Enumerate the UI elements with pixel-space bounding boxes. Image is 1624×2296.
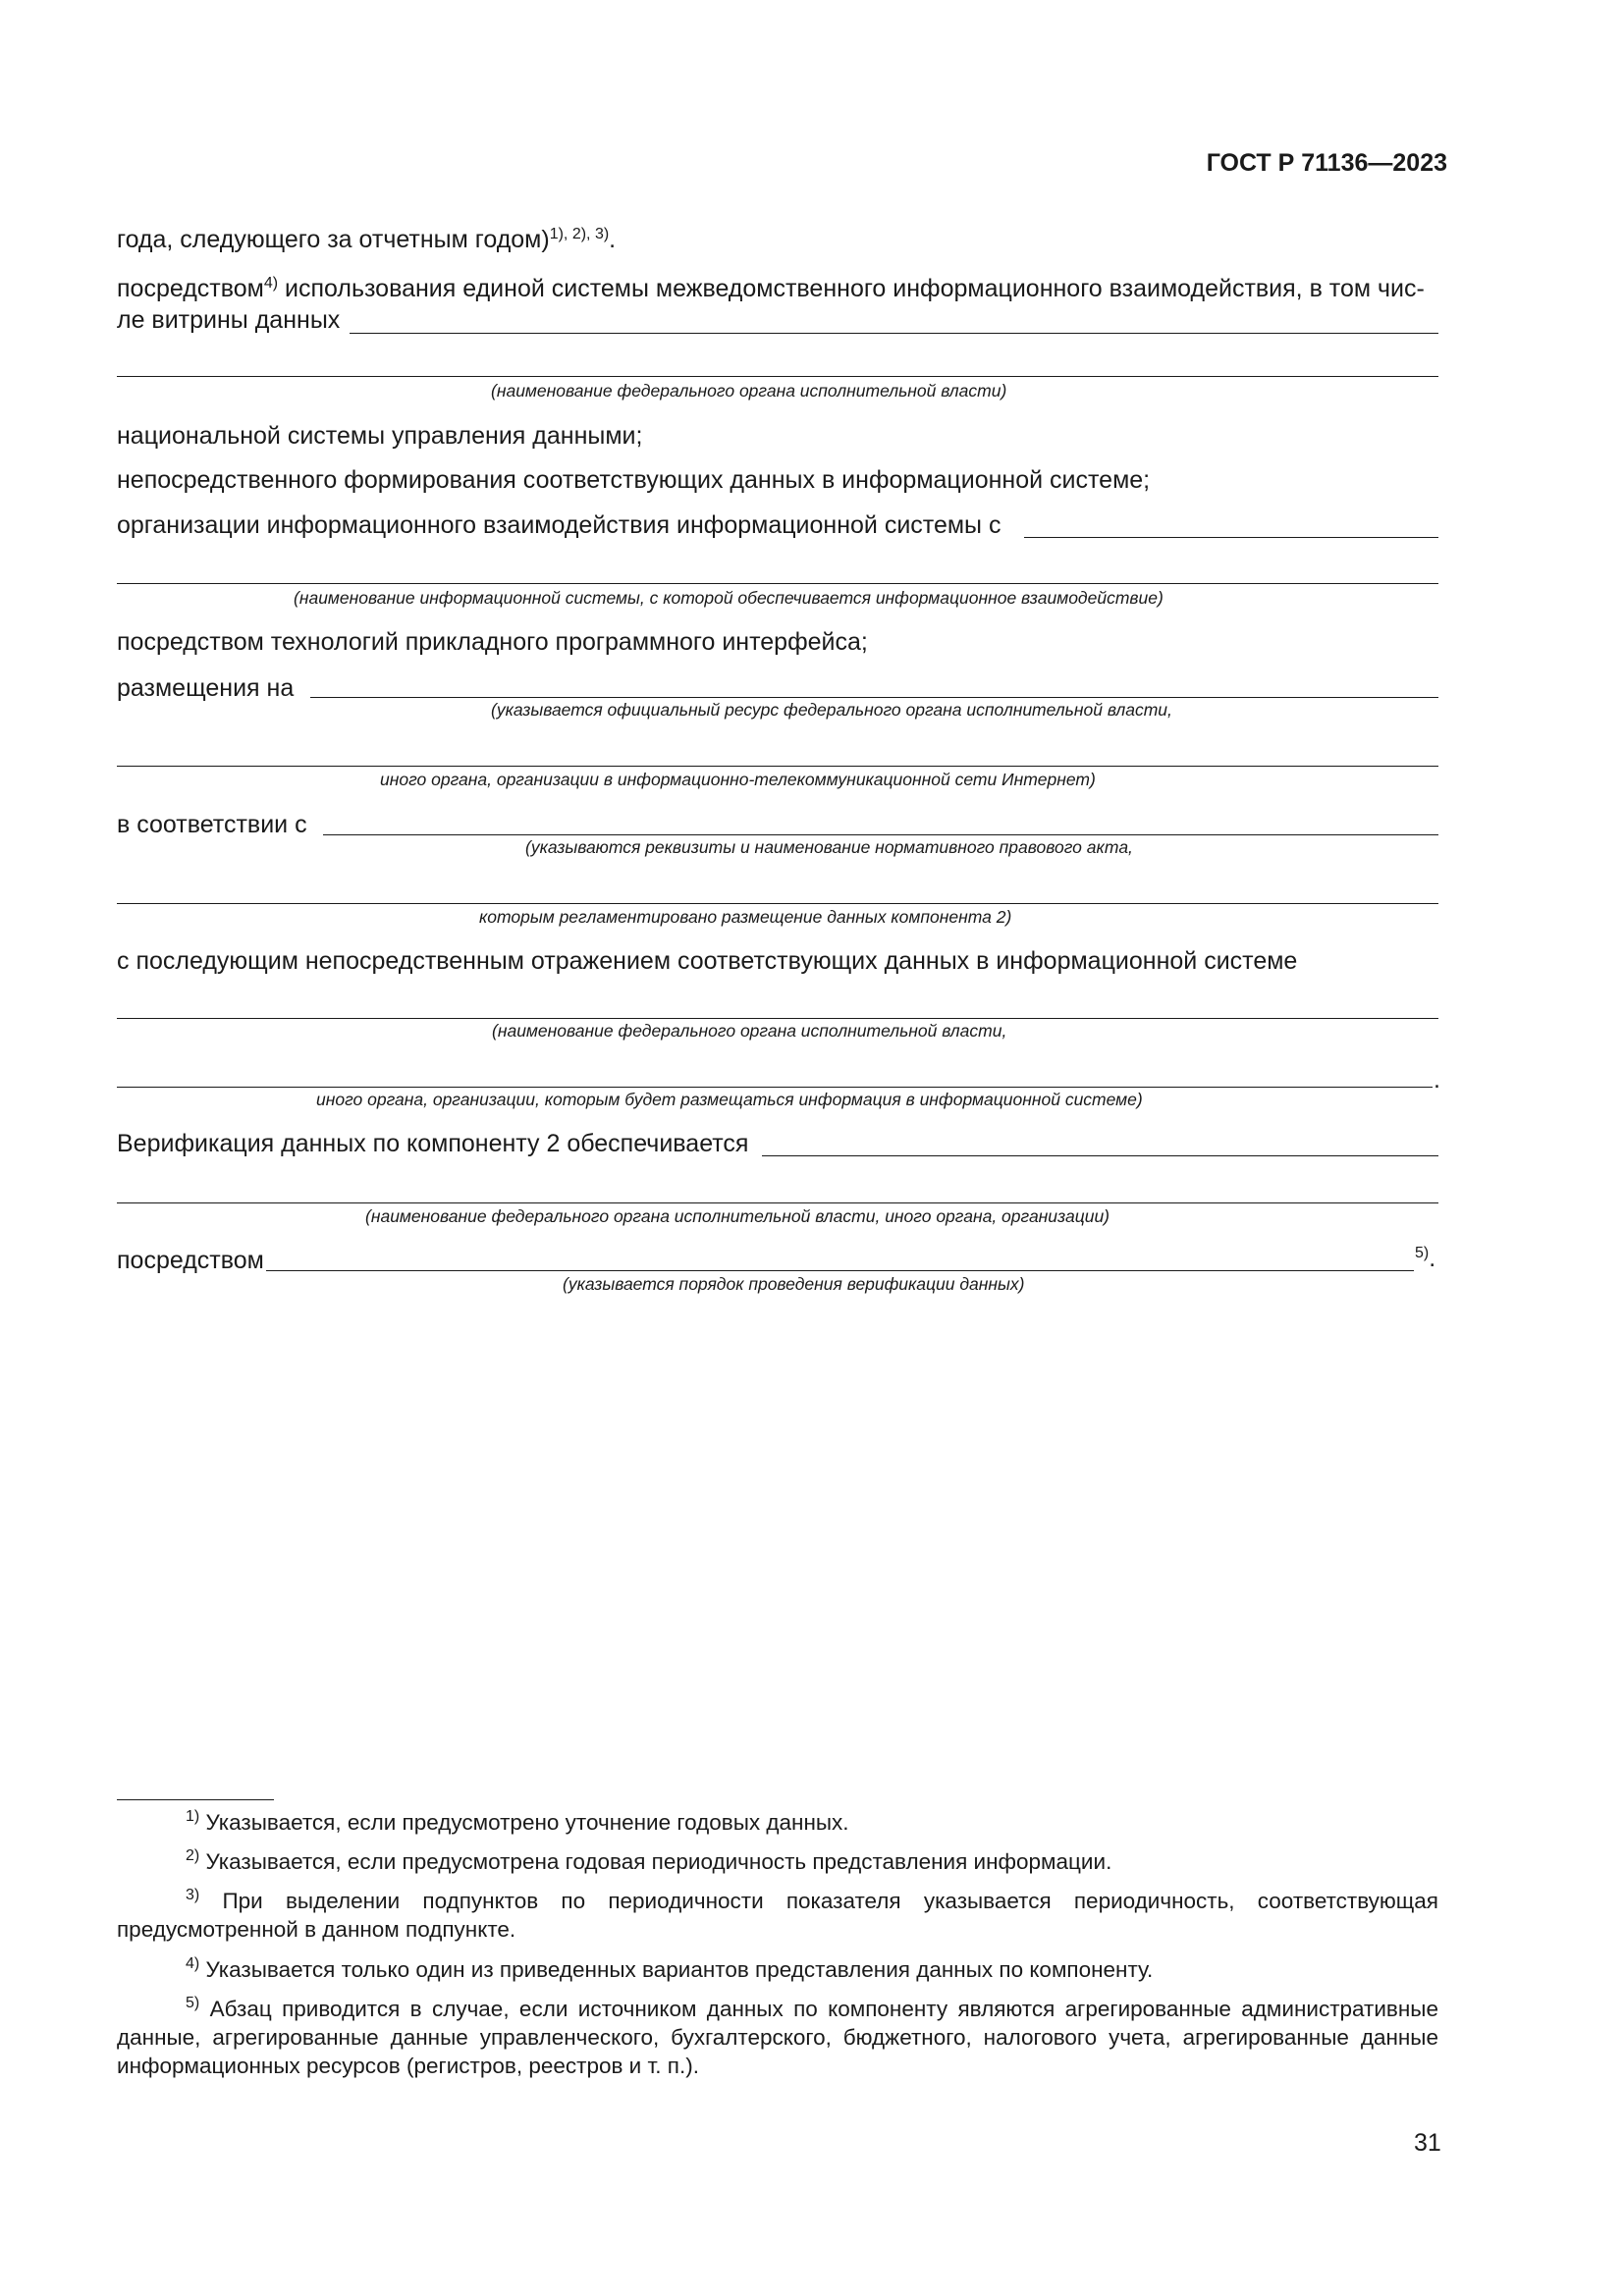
footnote-3: [117, 1887, 1438, 1944]
fill-line[interactable]: [117, 376, 1438, 377]
caption: иного органа, организации, которым будет размещаться информация в информационной системе): [316, 1090, 1143, 1109]
fill-line[interactable]: [1024, 537, 1438, 538]
fill-line[interactable]: [117, 766, 1438, 767]
text-line: с последующим непосредственным отражением соответствующих данных в информационной системе: [117, 947, 1298, 975]
text-line: организации информационного взаимодействия информационной системы с: [117, 511, 1001, 539]
caption: (наименование информационной системы, с которой обеспечивается информационное взаимодействие): [294, 588, 1164, 608]
fill-line[interactable]: [310, 697, 1438, 698]
footnote-2: [117, 1847, 1438, 1876]
footnote-mark: 3): [186, 1887, 200, 1903]
document-code: ГОСТ Р 71136—2023: [1206, 149, 1447, 177]
footnote-text: Указывается только один из приведенных вариантов представления данных по компоненту.: [205, 1957, 1154, 1982]
caption: (указывается порядок проведения верификации данных): [563, 1274, 1025, 1294]
fill-line[interactable]: [117, 1202, 1438, 1203]
fill-line[interactable]: [762, 1155, 1438, 1156]
text: года, следующего за отчетным годом): [117, 226, 550, 253]
footnote-mark: 1): [186, 1808, 200, 1825]
text-line-year: [117, 225, 616, 254]
text-line: Верификация данных по компоненту 2 обеспечивается: [117, 1130, 749, 1157]
caption: которым регламентировано размещение данных компонента 2): [479, 907, 1012, 927]
text-line: непосредственного формирования соответствующих данных в информационной системе;: [117, 466, 1151, 494]
fill-line[interactable]: [350, 333, 1438, 334]
footnote-ref-end: [1415, 1244, 1435, 1273]
text: использования единой системы межведомственного информационного взаимодействия, в том чис-: [278, 275, 1425, 302]
caption: (указывается официальный ресурс федерального органа исполнительной власти,: [491, 700, 1172, 720]
text-line: посредством: [117, 1247, 264, 1274]
fill-line[interactable]: [117, 903, 1438, 904]
footnote-mark: 2): [186, 1847, 200, 1864]
caption: (наименование федерального органа исполнительной власти, иного органа, организации): [365, 1206, 1110, 1226]
caption: иного органа, организации в информационно-телекоммуникационной сети Интернет): [380, 770, 1096, 789]
text-line: национальной системы управления данными;: [117, 422, 643, 450]
footnote-separator: [117, 1799, 274, 1800]
footnote-4: [117, 1955, 1438, 1984]
footnote-ref: 1), 2), 3): [549, 226, 610, 242]
punctuation: .: [609, 226, 617, 253]
punctuation: .: [1434, 1066, 1440, 1094]
fill-line[interactable]: [266, 1270, 1414, 1271]
footnote-text: Указывается, если предусмотрено уточнение годовых данных.: [205, 1810, 849, 1835]
text-line-smev: [117, 274, 1425, 303]
footnote-mark: 5): [186, 1995, 200, 2011]
footnote-ref: 5): [1415, 1245, 1430, 1261]
text-line: размещения на: [117, 674, 295, 702]
fill-line[interactable]: [117, 1087, 1433, 1088]
page-number: 31: [1414, 2129, 1441, 2157]
caption: (указываются реквизиты и наименование нормативного правового акта,: [525, 837, 1133, 857]
footnote-text: Указывается, если предусмотрена годовая периодичность представления информации.: [205, 1849, 1112, 1874]
text-line-showcase: ле витрины данных: [117, 306, 341, 334]
caption: (наименование федерального органа исполнительной власти,: [492, 1021, 1007, 1041]
footnote-5: [117, 1995, 1438, 2080]
fill-line[interactable]: [117, 1018, 1438, 1019]
footnote-text: Абзац приводится в случае, если источником данных по компоненту являются агрегированные административные данные, агрегированные данные управленческого, бухгалтерского, бюджетного, налогового учета, агрегированные данные информационных ресурсов (регистров, реестров и т. п.).: [117, 1997, 1438, 2078]
fill-line[interactable]: [117, 583, 1438, 584]
punctuation: .: [1429, 1245, 1436, 1272]
caption: (наименование федерального органа исполнительной власти): [491, 381, 1007, 400]
text-line: посредством технологий прикладного программного интерфейса;: [117, 628, 868, 656]
footnote-text: При выделении подпунктов по периодичности показателя указывается периодичность, соответствующая предусмотренной в данном подпункте.: [117, 1889, 1438, 1942]
fill-line[interactable]: [323, 834, 1438, 835]
footnote-mark: 4): [186, 1955, 200, 1972]
footnote-ref: 4): [263, 275, 279, 292]
footnote-1: [117, 1808, 1438, 1837]
text-line: в соответствии с: [117, 811, 307, 838]
text: посредством: [117, 275, 264, 302]
